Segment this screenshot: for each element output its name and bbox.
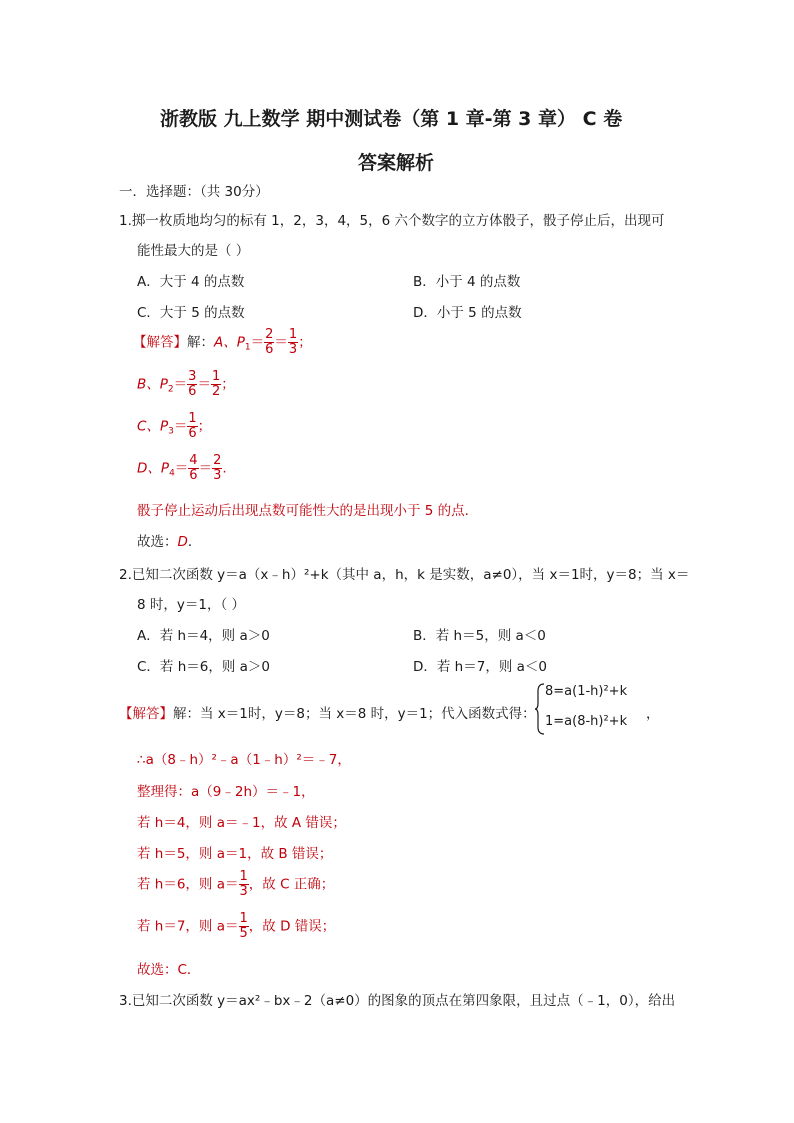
q2-step-6: 若 h＝7，则 a＝ $\frac{1}{5}$ ，故 D 错误；: [137, 911, 336, 941]
q1-option-d: D．小于 5 的点数: [413, 305, 522, 321]
q2-step-1: ∴a（8﹣h）²﹣a（1﹣h）²＝﹣7，: [137, 752, 351, 768]
q1-solution-b: B、$P_2=$ $\frac{3}{6}$ ＝ $\frac{1}{2}$ ；: [137, 369, 235, 399]
q1-solution-d: D、$P_4=$ $\frac{4}{6}$ ＝ $\frac{2}{3}$ .: [137, 453, 227, 483]
q2-step-2: 整理得：a（9﹣2h）＝﹣1，: [137, 784, 315, 800]
q3-stem-line1: 3.已知二次函数 y＝ax²﹣bx﹣2（a≠0）的图象的顶点在第四象限，且过点（﹣1，0），给出: [119, 993, 676, 1009]
fraction: $\frac{1}{3}$: [288, 327, 298, 357]
q2-step-5: 若 h＝6，则 a＝ $\frac{1}{3}$ ，故 C 正确；: [137, 869, 335, 899]
q1-option-a: A．大于 4 的点数: [137, 274, 245, 290]
q2-step-3: 若 h＝4，则 a＝﹣1，故 A 错误；: [137, 815, 346, 831]
q1-solution-a: 【解答】解：A、$P_1=$ $\frac{2}{6}$ ＝ $\frac{1}{3}$ ；: [133, 327, 312, 357]
q2-stem-line2: 8 时，y＝1，（ ）: [137, 597, 245, 613]
q1-stem-line2: 能性最大的是（ ）: [137, 243, 250, 259]
fraction: $\frac{2}{3}$: [213, 453, 222, 483]
q2-solution-intro: 【解答】解：当 x＝1时，y＝8；当 x＝8 时，y＝1；代入函数式得：: [119, 706, 536, 722]
left-brace-icon: [535, 683, 545, 735]
fraction: $\frac{1}{5}$: [239, 911, 248, 941]
page-subtitle: 答案解析: [358, 152, 435, 174]
q2-step-4: 若 h＝5，则 a＝1，故 B 错误；: [137, 846, 333, 862]
solution-tag: 【解答】: [119, 706, 173, 722]
solution-tag: 【解答】: [133, 334, 187, 351]
page-title: 浙教版 九上数学 期中测试卷（第 1 章-第 3 章） C 卷: [160, 108, 623, 130]
q2-stem-line1: 2.已知二次函数 y＝a（x﹣h）²+k（其中 a，h，k 是实数，a≠0），当 x＝1时，y＝8；当 x＝: [119, 567, 690, 583]
q2-option-c: C．若 h＝6，则 a＞0: [137, 659, 271, 675]
system-equation-2: 1=a(8-h)²+k: [545, 714, 628, 729]
q2-answer: 故选：C．: [137, 962, 201, 978]
section-heading: 一．选择题：（共 30分）: [119, 184, 269, 200]
fraction: $\frac{1}{6}$: [188, 411, 197, 441]
q1-conclusion: 骰子停止运动后出现点数可能性大的是出现小于 5 的点．: [137, 503, 479, 519]
q1-answer: 故选：D．: [137, 534, 202, 550]
q2-option-d: D．若 h＝7，则 a＜0: [413, 659, 547, 675]
q1-solution-c: C、$P_3=$ $\frac{1}{6}$ ；: [137, 411, 212, 441]
fraction: $\frac{4}{6}$: [189, 453, 198, 483]
fraction: $\frac{2}{6}$: [265, 327, 274, 357]
q2-option-b: B．若 h＝5，则 a＜0: [413, 628, 546, 644]
q1-option-b: B．小于 4 的点数: [413, 274, 521, 290]
q1-option-c: C．大于 5 的点数: [137, 305, 245, 321]
system-comma: ，: [646, 706, 660, 722]
q2-option-a: A．若 h＝4，则 a＞0: [137, 628, 270, 644]
fraction: $\frac{1}{2}$: [211, 369, 221, 399]
q1-stem-line1: 1.掷一枚质地均匀的标有 1，2，3，4，5，6 六个数字的立方体骰子，骰子停止后，出现可: [119, 213, 665, 229]
fraction: $\frac{3}{6}$: [188, 369, 197, 399]
system-equation-1: 8=a(1-h)²+k: [545, 684, 628, 699]
fraction: $\frac{1}{3}$: [239, 869, 248, 899]
